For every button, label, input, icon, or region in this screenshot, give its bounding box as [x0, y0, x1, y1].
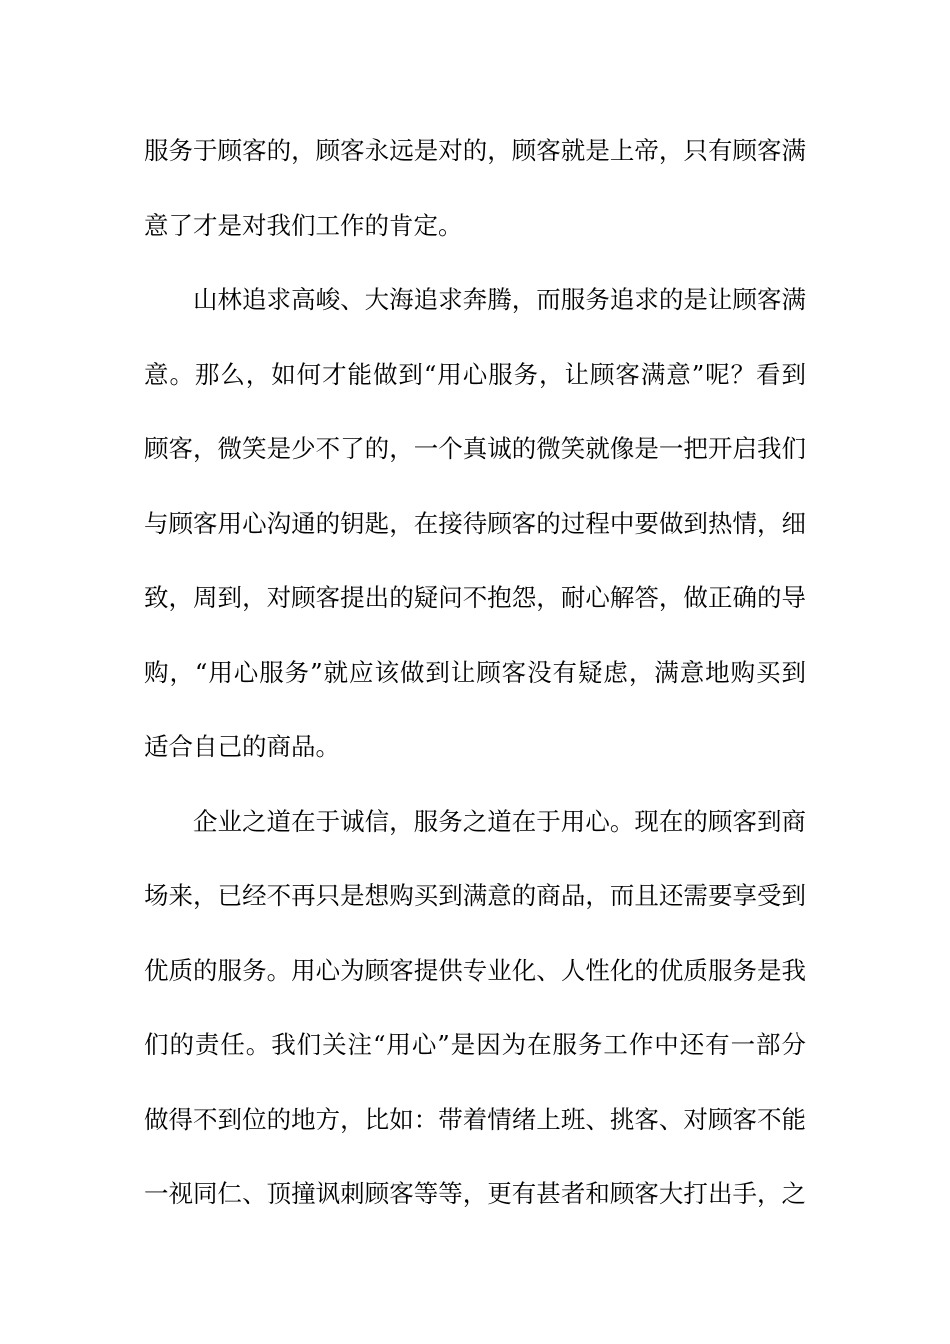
text-line: 购，“用心服务”就应该做到让顾客没有疑虑，满意地购买到: [144, 658, 806, 687]
text-line: 适合自己的商品。: [144, 732, 340, 761]
paragraph-first-line: 山林追求高峻、大海追求奔腾，而服务追求的是让顾客满: [193, 285, 806, 314]
text-line: 服务于顾客的，顾客永远是对的，顾客就是上帝，只有顾客满: [144, 136, 806, 165]
text-line: 意了才是对我们工作的肯定。: [144, 211, 463, 240]
text-line: 们的责任。我们关注“用心”是因为在服务工作中还有一部分: [144, 1030, 806, 1059]
text-line: 意。那么，如何才能做到“用心服务，让顾客满意”呢？看到: [144, 360, 806, 389]
text-line: 优质的服务。用心为顾客提供专业化、人性化的优质服务是我: [144, 956, 806, 985]
text-line: 顾客，微笑是少不了的，一个真诚的微笑就像是一把开启我们: [144, 434, 806, 463]
text-line: 致，周到，对顾客提出的疑问不抱怨，耐心解答，做正确的导: [144, 583, 806, 612]
text-line: 一视同仁、顶撞讽刺顾客等等，更有甚者和顾客大打出手，之: [144, 1179, 806, 1208]
paragraph-first-line: 企业之道在于诚信，服务之道在于用心。现在的顾客到商: [193, 807, 806, 836]
text-line: 与顾客用心沟通的钥匙，在接待顾客的过程中要做到热情，细: [144, 509, 806, 538]
text-line: 场来，已经不再只是想购买到满意的商品，而且还需要享受到: [144, 881, 806, 910]
text-line: 做得不到位的地方，比如：带着情绪上班、挑客、对顾客不能: [144, 1105, 806, 1134]
